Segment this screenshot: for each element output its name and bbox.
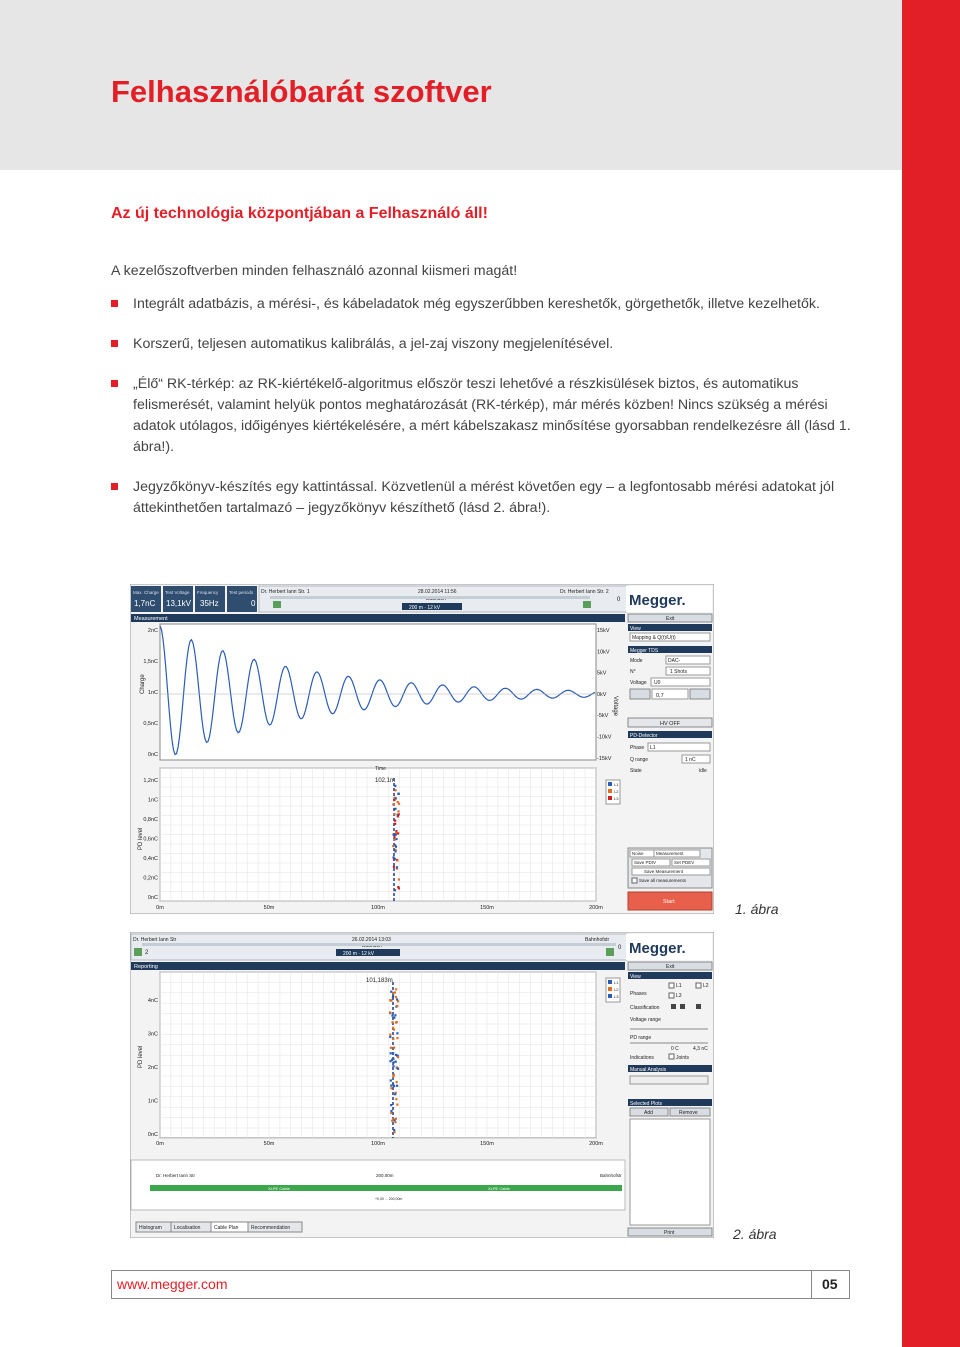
tick-label: 3nC <box>147 1031 158 1038</box>
pd-point <box>389 1011 391 1013</box>
pd-point <box>397 801 399 803</box>
save-all-label: Save all measurements <box>639 878 687 883</box>
pd-point <box>395 988 397 990</box>
pd-point <box>390 1112 392 1114</box>
bullet-square-icon <box>111 483 118 490</box>
feature-text: Korszerű, teljesen automatikus kalibrálás, a jel-zaj viszony megjelenítésével. <box>133 336 614 352</box>
location-label: 101,183m <box>366 978 393 984</box>
red-side-stripe <box>902 0 960 1347</box>
pd-point <box>391 1059 393 1061</box>
manual-analysis-header: Manual Analysis <box>630 1067 667 1073</box>
legend-label: L2 <box>614 987 619 992</box>
l2-label: L2 <box>703 983 709 989</box>
tick-label: 1,5nC <box>143 659 158 665</box>
pd-point <box>392 845 394 847</box>
tick-label: 4nC <box>147 998 158 1004</box>
voltage-label: Voltage <box>630 680 647 686</box>
pd-point <box>394 808 396 810</box>
pd-point <box>393 839 395 841</box>
pd-point <box>394 823 396 825</box>
pd-range-min: 0 C <box>671 1046 679 1052</box>
pd-point <box>391 1015 393 1017</box>
figure-2-screenshot <box>130 932 714 1238</box>
pd-axis-label: PD level <box>138 827 144 850</box>
page-title: Felhasználóbarát szoftver <box>111 74 492 109</box>
joints-label: Joints <box>676 1055 690 1061</box>
mode-label: Mode <box>630 658 643 664</box>
tab-noise-label: Noise <box>632 851 644 856</box>
tick-label: 100m <box>371 905 385 911</box>
figure-1-screenshot <box>130 584 714 914</box>
cable-end-marker-icon <box>583 601 591 608</box>
tick-label: 2nC <box>147 1065 158 1071</box>
pd-point <box>392 995 394 997</box>
save-measurement-label: Save Measurement <box>644 869 684 874</box>
print-button-label: Print <box>664 1230 675 1236</box>
stat-label: Frequency <box>197 590 219 595</box>
pd-point <box>395 996 397 998</box>
pd-point <box>396 866 398 868</box>
stat-box <box>195 586 225 612</box>
bullet-square-icon <box>111 380 118 387</box>
zero-label: 0 <box>618 945 622 951</box>
pd-point <box>392 1038 394 1040</box>
tick-label: 2nC <box>147 628 158 634</box>
l1-checkbox[interactable] <box>669 983 674 988</box>
phase-legend <box>606 978 620 1002</box>
subheading: Az új technológia központjában a Felhasználó áll! <box>111 205 488 222</box>
intro-text: A kezelőszoftverben minden felhasználó azonnal kiismeri magát! <box>111 263 518 279</box>
selected-plots-header: Selected Plots <box>630 1101 662 1107</box>
stat-label: Max. Charge <box>133 590 159 595</box>
tab-localisation-label: Localisation <box>174 1225 201 1231</box>
pd-point <box>397 886 399 888</box>
pd-point <box>390 1085 392 1087</box>
phase-legend <box>606 780 620 804</box>
pd-point <box>396 1085 398 1087</box>
voltage-input-value: 0,7 <box>656 693 664 699</box>
phase-label: Phase <box>630 745 645 751</box>
pd-point <box>389 1034 391 1036</box>
plan-length: 200.00m <box>376 1173 394 1178</box>
pd-point <box>392 1084 394 1086</box>
voltage-down-button[interactable] <box>630 689 650 699</box>
pd-point <box>394 858 396 860</box>
l3-checkbox[interactable] <box>669 993 674 998</box>
cable-start-label: Dr. Herbert Iann Str <box>133 937 177 943</box>
pd-point <box>397 832 399 834</box>
start-button-label: Start <box>663 899 675 905</box>
state-label: State <box>630 768 642 774</box>
stat-value: 1,7nC <box>134 599 156 608</box>
phases-label: Phases <box>630 991 647 997</box>
pd-point <box>396 859 398 861</box>
pd-point <box>393 1047 395 1049</box>
save-all-checkbox[interactable] <box>632 878 637 883</box>
view-header: View <box>630 974 641 980</box>
figure-1-caption: 1. ábra <box>735 901 779 917</box>
megger-logo: Megger. <box>629 940 686 957</box>
pd-point <box>390 991 392 993</box>
tab-measurement-label: Measurement <box>656 851 684 856</box>
pd-point <box>393 799 395 801</box>
cable-start-marker-icon <box>273 601 281 608</box>
pd-point <box>391 1021 393 1023</box>
pd-point <box>396 1081 398 1083</box>
pd-point <box>393 836 395 838</box>
classification-icon[interactable] <box>696 1004 701 1009</box>
cable-info: 200 m · 12 kV <box>343 951 375 957</box>
pd-point <box>392 803 394 805</box>
tick-label: 1nC <box>147 690 158 696</box>
stat-value: 0 <box>251 599 256 608</box>
phase-value: L1 <box>650 745 656 751</box>
feature-item <box>111 477 861 519</box>
pd-point <box>395 838 397 840</box>
pd-point <box>395 1061 397 1063</box>
tick-label: 0,8nC <box>143 817 158 823</box>
megger-logo: Megger. <box>629 592 686 609</box>
zero-label: 0 <box>617 597 621 603</box>
add-button-label: Add <box>644 1110 653 1116</box>
phase-select[interactable] <box>648 743 710 751</box>
pd-point <box>395 830 397 832</box>
q-range-value: 1 nC <box>685 757 696 763</box>
bullet-square-icon <box>111 300 118 307</box>
tick-label: 1,2nC <box>143 778 158 784</box>
cable-info: 200 m · 12 kV <box>409 605 441 611</box>
tick-label: 200m <box>589 905 603 911</box>
tick-label: -10kV <box>597 734 612 741</box>
stat-box <box>163 586 193 612</box>
view-header: View <box>630 626 641 632</box>
tick-label: 10kV <box>597 649 610 656</box>
timestamp: 26.02.2014 13:03 <box>352 937 391 943</box>
remove-button-label: Remove <box>679 1110 698 1116</box>
plan-position: +0,00 ... 200,00m <box>375 1197 403 1201</box>
tick-label: 0,2nC <box>143 875 158 882</box>
pd-point <box>393 813 395 815</box>
pd-point <box>394 1014 396 1016</box>
stat-box <box>227 586 257 612</box>
pd-point <box>398 793 400 795</box>
cable-start-label: Dr. Herbert Iann Str. 1 <box>261 589 310 595</box>
tick-label: 15kV <box>597 628 610 634</box>
classification-icon[interactable] <box>680 1004 685 1009</box>
voltage-up-button[interactable] <box>690 689 710 699</box>
plan-start-label: Dr. Herbert Iann Str <box>156 1173 196 1178</box>
cable-start-marker-icon <box>134 948 142 956</box>
pd-point <box>395 1022 397 1024</box>
pd-point <box>390 1110 392 1112</box>
tick-label: 5kV <box>597 670 607 677</box>
pd-point <box>394 1119 396 1121</box>
pd-point <box>390 1047 392 1049</box>
pd-point <box>396 1032 398 1034</box>
cable-end-label: Bahnhofstr <box>585 937 610 943</box>
q-range-label: Q range <box>630 757 649 763</box>
voltage-value: U0 <box>654 680 661 686</box>
tab-cable-plan-label: Cable Plan <box>214 1225 239 1231</box>
tick-label: 150m <box>480 1141 494 1147</box>
tick-label: 50m <box>263 905 275 911</box>
legend-label: L1 <box>614 980 619 985</box>
pd-point <box>389 1036 391 1038</box>
pd-point <box>396 1104 398 1106</box>
cable-end-marker-icon <box>606 948 614 956</box>
tick-label: 0,4nC <box>143 856 158 862</box>
pd-point <box>396 998 398 1000</box>
pd-point <box>395 834 397 836</box>
pd-point <box>397 810 399 812</box>
voltage-range-label: Voltage range <box>630 1017 661 1023</box>
timestamp: 28.02.2014 11:56 <box>418 589 457 595</box>
tds-header: Megger TDS <box>630 648 659 654</box>
l1-label: L1 <box>676 983 682 989</box>
analysis-toolbar[interactable] <box>630 1076 708 1084</box>
pd-point <box>394 785 396 787</box>
legend-label: L2 <box>614 789 619 794</box>
pd-point <box>390 1104 392 1106</box>
pd-point <box>392 1076 394 1078</box>
pd-point <box>398 878 400 880</box>
page-number: 05 <box>822 1276 838 1292</box>
exit-button-label: Exit <box>666 616 675 622</box>
stat-label: Test Voltage <box>165 590 190 595</box>
pd-point <box>390 1052 392 1054</box>
voltage-axis-label: Voltage <box>612 696 618 717</box>
tick-label: 0nC <box>147 1132 158 1138</box>
footer-divider <box>811 1271 812 1298</box>
tick-label: 0,6nC <box>143 836 158 843</box>
pd-point <box>393 1129 395 1131</box>
pd-point <box>392 992 394 994</box>
tick-label: -5kV <box>597 713 609 720</box>
tick-label: 0nC <box>147 752 158 758</box>
stat-label: Test periods <box>229 590 254 595</box>
pd-point <box>393 1131 395 1133</box>
pd-point <box>393 834 395 836</box>
location-label: 102,1m <box>375 778 396 784</box>
tick-label: 0nC <box>147 895 158 901</box>
pd-axis-label: PD level <box>138 1045 144 1068</box>
stat-value: 13,1kV <box>166 599 191 608</box>
cable-type-label: XLPE Cable <box>268 1186 290 1191</box>
tick-label: 0m <box>156 1141 164 1147</box>
pd-point <box>398 813 400 815</box>
stat-value: 35Hz <box>200 599 219 608</box>
pd-point <box>396 1005 398 1007</box>
tick-label: 200m <box>589 1141 603 1147</box>
classification-icon[interactable] <box>671 1004 676 1009</box>
pd-point <box>393 866 395 868</box>
pd-point <box>395 789 397 791</box>
tick-label: 100m <box>371 1141 385 1147</box>
tick-label: -15kV <box>597 755 612 762</box>
n-label: N° <box>630 669 636 675</box>
exit-button-label: Exit <box>666 964 675 970</box>
cable-end-label: Dr. Herbert Iann Str. 2 <box>560 589 609 595</box>
pd-point <box>397 1056 399 1058</box>
tick-label: 150m <box>480 905 494 911</box>
pd-point <box>397 1068 399 1070</box>
pd-point <box>394 850 396 852</box>
tick-label: 0m <box>156 905 164 911</box>
legend-label: L1 <box>614 782 619 787</box>
stat-box <box>131 586 161 612</box>
tick-label: 50m <box>263 1141 275 1147</box>
tab-recommendation-label: Recommendation <box>251 1225 291 1231</box>
tab-histogram-label: Histogram <box>139 1225 162 1231</box>
footer <box>111 1270 850 1299</box>
feature-item <box>111 334 861 355</box>
pd-point <box>394 889 396 891</box>
legend-label: L3 <box>614 796 619 801</box>
tick-label: 1nC <box>147 797 158 804</box>
shots-value: 1 Shots <box>670 669 687 675</box>
cable-type-label: XLPE Cable <box>488 1186 510 1191</box>
pd-point <box>390 1000 392 1002</box>
set-pdev-label: Set PDEV <box>674 860 695 865</box>
joints-checkbox[interactable] <box>669 1054 674 1059</box>
cable-segment-bar <box>150 1185 622 1191</box>
pd-point <box>392 1052 394 1054</box>
pd-point <box>393 1061 395 1063</box>
pd-point <box>390 1087 392 1089</box>
selected-plots-list[interactable] <box>630 1119 710 1225</box>
pd-point <box>396 1037 398 1039</box>
pd-point <box>395 1098 397 1100</box>
indications-label: Indications <box>630 1055 654 1061</box>
bullet-square-icon <box>111 340 118 347</box>
tick-label: 1nC <box>147 1098 158 1105</box>
pd-point <box>390 1079 392 1081</box>
reporting-header: Reporting <box>134 964 158 970</box>
hv-off-label: HV OFF <box>660 721 681 727</box>
tick-label: 0,5nC <box>143 721 158 727</box>
save-pdiv-label: Save PDIV <box>634 860 657 865</box>
l3-label: L3 <box>676 993 682 999</box>
view-select-value: Mapping & Q(t)/U(t) <box>632 635 676 641</box>
feature-text: Jegyzőkönyv-készítés egy kattintással. Közvetlenül a mérést követően egy – a legfontosabb mérési adatokat jól áttekinthetően tartalmazó – jegyzőkönyv készíthető (lásd 2. ábra!). <box>133 479 835 516</box>
classification-label: Classification <box>630 1005 660 1011</box>
pd-point <box>394 820 396 822</box>
pd-point <box>392 1065 394 1067</box>
start-number: 2 <box>145 950 149 956</box>
pd-point <box>393 1017 395 1019</box>
pd-point <box>394 844 396 846</box>
pd-point <box>392 1027 394 1029</box>
l2-checkbox[interactable] <box>696 983 701 988</box>
tick-label: 0kV <box>597 691 607 698</box>
feature-text: Integrált adatbázis, a mérési-, és kábeladatok még egyszerűbben kereshetők, görgethetők, illetve kezelhetők. <box>133 296 820 312</box>
pd-detector-header: PD-Detector <box>630 733 658 739</box>
pd-range-max: 4,3 nC <box>693 1046 708 1052</box>
footer-url[interactable]: www.megger.com <box>117 1276 228 1292</box>
feature-item <box>111 374 861 458</box>
legend-label: L3 <box>614 994 619 999</box>
time-label: Time <box>375 766 386 772</box>
pd-point <box>394 1093 396 1095</box>
feature-list <box>111 294 861 536</box>
feature-text: „Élő“ RK-térkép: az RK-kiértékelő-algoritmus először teszi lehetővé a részkisülések biztos, és automatikus felismerését, valamint helyük pontos meghatározását (RK-térkép), már mérés közben! Nincs szükség a mérési adatok utólagos, időigényes kiértékelésére, a mért kábelszakasz minősítése gyorsabban rendelkezésre áll (lásd 1. ábra!). <box>133 376 851 455</box>
feature-item <box>111 294 861 315</box>
pd-range-label: PD range <box>630 1035 652 1041</box>
charge-axis-label: Charge <box>140 674 146 694</box>
measurement-header: Measurement <box>134 616 168 622</box>
state-value: idle <box>699 768 707 774</box>
figure-2-caption: 2. ábra <box>733 1226 777 1242</box>
mode-value: DAC- <box>668 658 681 664</box>
plan-end-label: Bahnhofstr <box>600 1173 622 1178</box>
